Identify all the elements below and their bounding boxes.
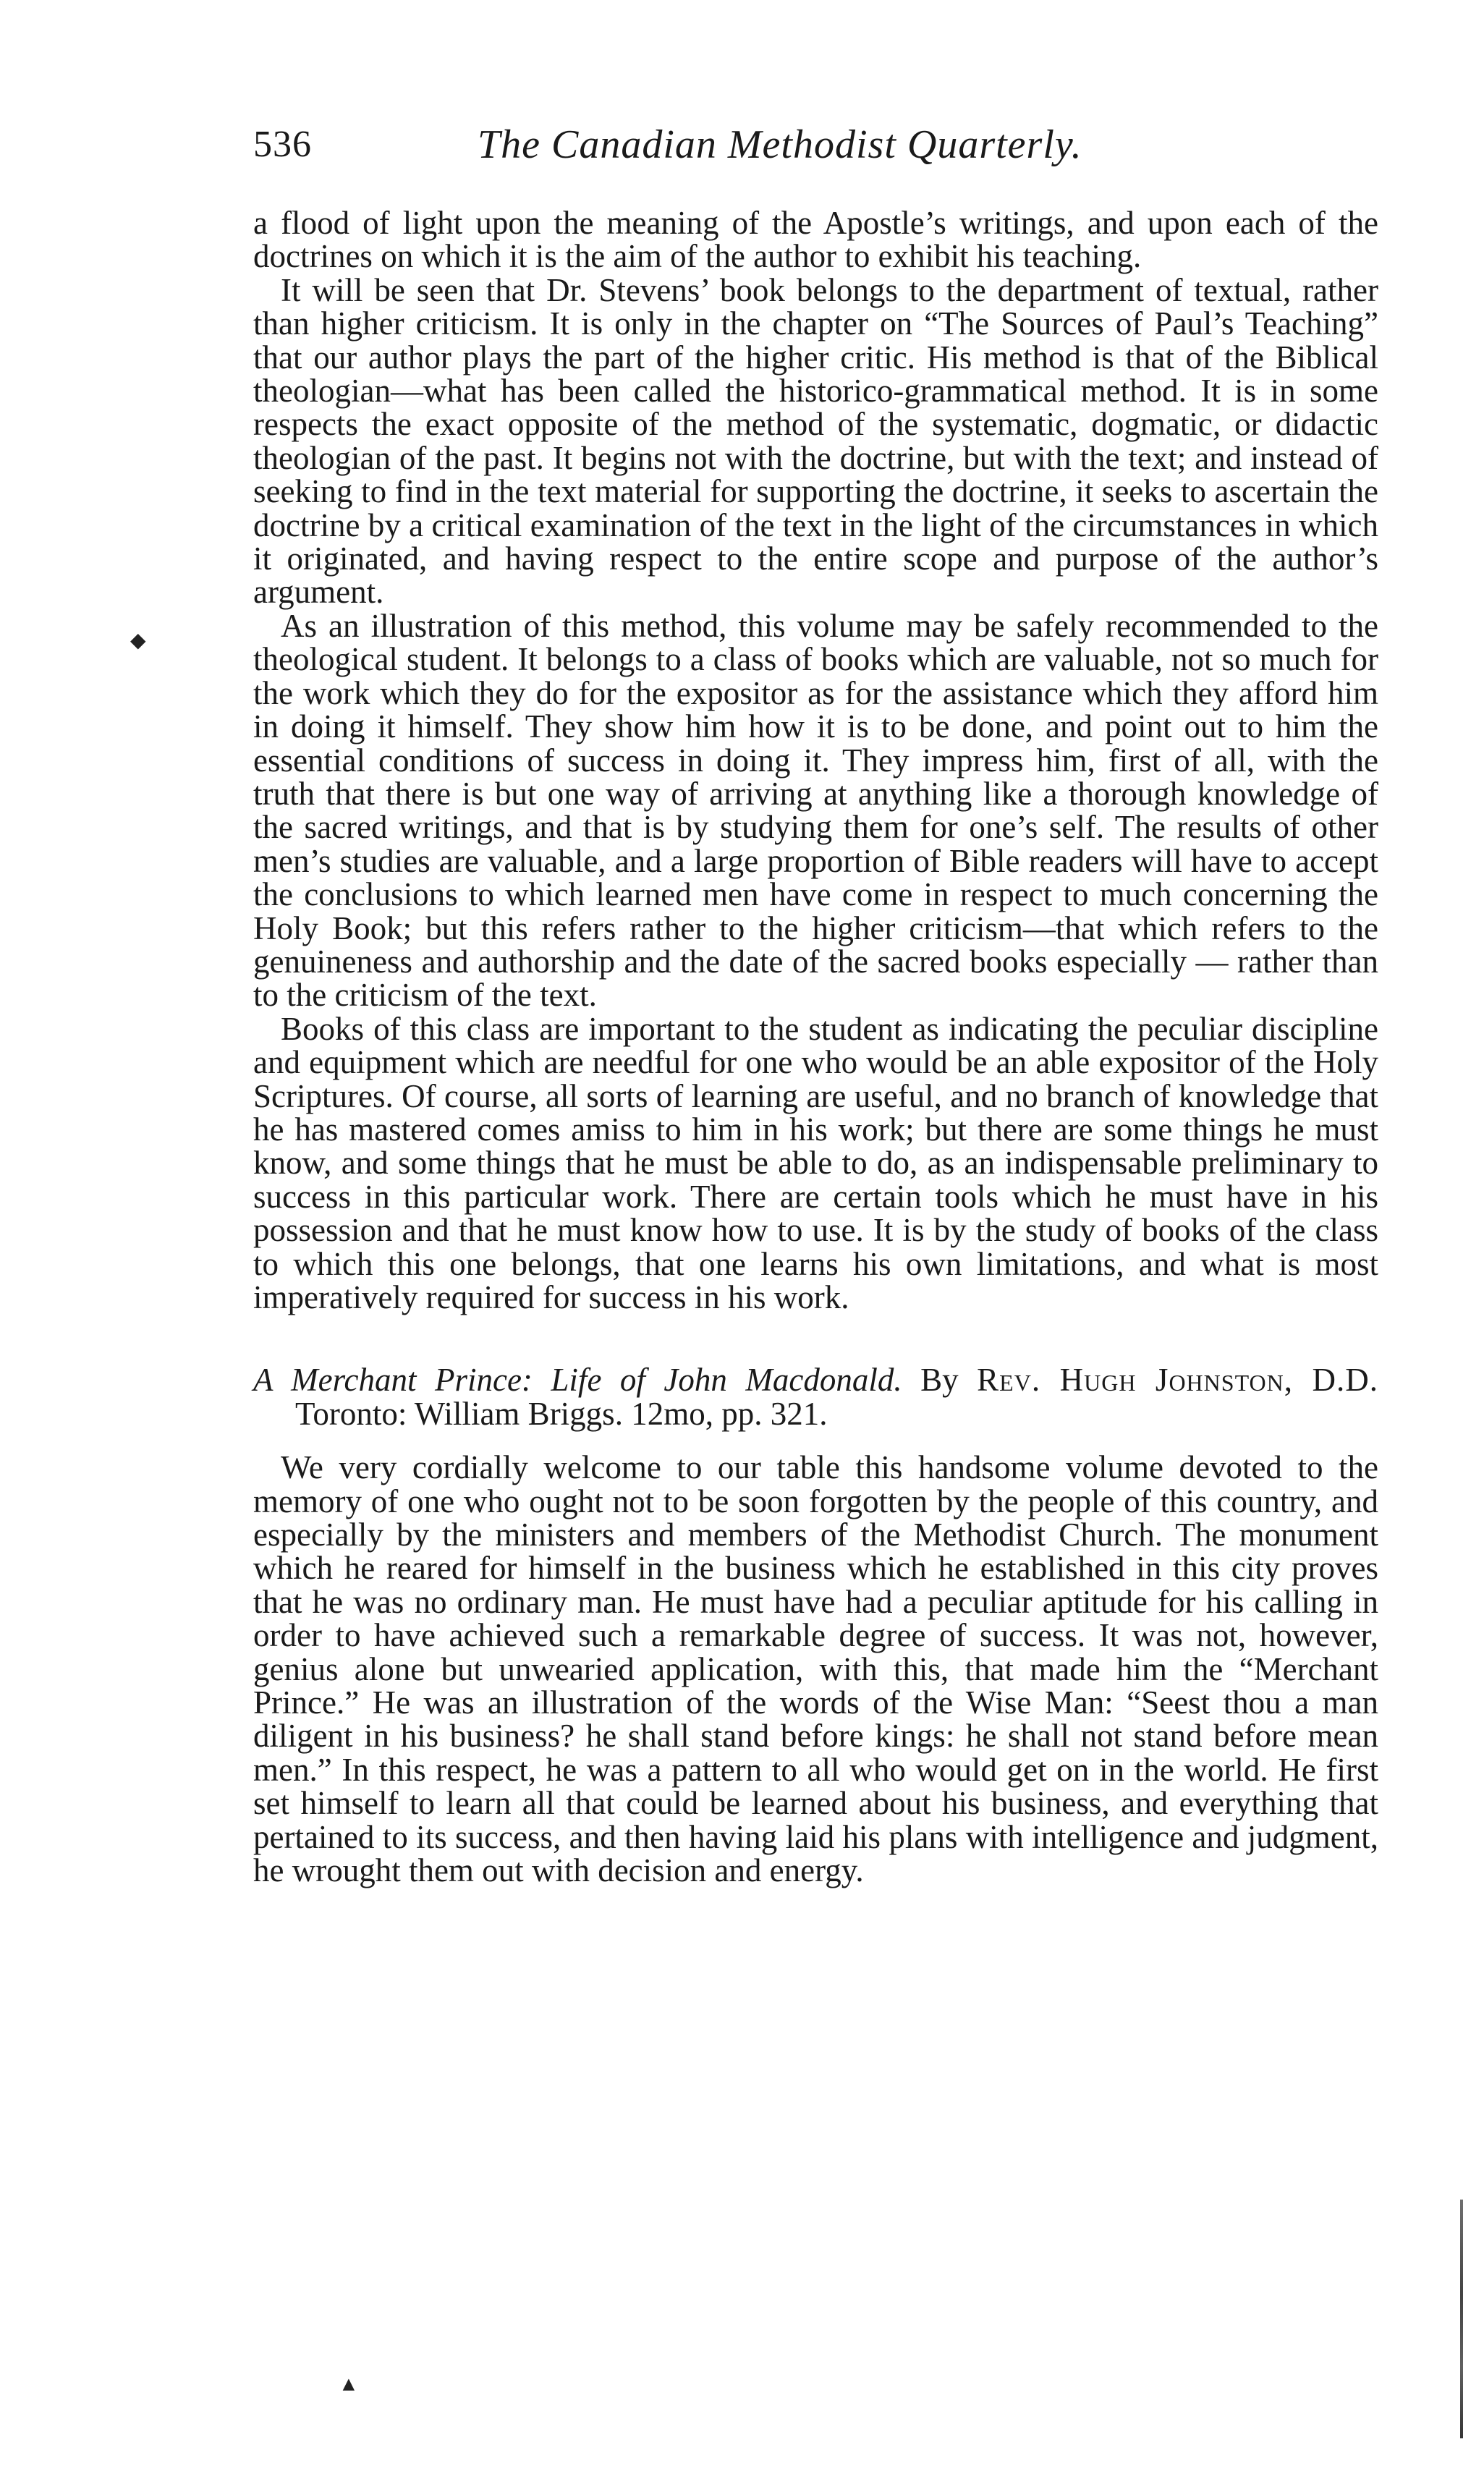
footer-ornament-mark: ▲	[339, 2373, 359, 2396]
page-header	[253, 116, 1382, 174]
running-title: The Canadian Methodist Quarterly.	[478, 122, 1082, 167]
review-author: Rev. Hugh Johnston, D.D.	[977, 1362, 1379, 1399]
paragraph-continued: a flood of light upon the meaning of the Apostle’s writings, and upon each of the doctrines on which it is the aim of the author to exhibit his teaching.	[253, 205, 1378, 275]
review-by: By	[920, 1362, 959, 1399]
paragraph-books-of-this-class: Books of this class are important to the student as indicating the peculiar discipline and equipment which are needful for one who would be an able expositor of the Holy Scriptures. Of course, all sorts of learning are useful, and no branch of knowledge that he has mastered comes amiss to him in his work; but there are some things he must know, and some things that he must be able to do, as an indispensable preliminary to success in this particular work. There are certain tools which he must have in his possession and that he must know how to use. It is by the study of books of the class to which this one belongs, that one learns his own limitations, and what is most imperatively required for success in his work.	[253, 1010, 1378, 1315]
margin-bullet-mark: ◆	[130, 629, 146, 652]
review-heading	[253, 1363, 1378, 1430]
page-edge-line	[1460, 2200, 1463, 2438]
review-paragraph: We very cordially welcome to our table this handsome volume devoted to the memory of one who ought not to be soon forgotten by the people of this country, and especially by the ministers and members of the Methodist Church. The monument which he reared for himself in the business which he established in this city proves that he was no ordinary man. He must have had a peculiar aptitude for his calling in order to have achieved such a remarkable degree of success. It was not, however, genius alone but unwearied application, with this, that made him the “Merchant Prince.” He was an illustration of the words of the Wise Man: “Seest thou a man diligent in his business? he shall stand before kings: he shall not stand before mean men.” In this respect, he was a pattern to all who would get on in the world. He first set himself to learn all that could be learned about his business, and everything that pertained to its success, and then having laid his plans with intelligence and judgment, he wrought them out with decision and energy.	[253, 1449, 1378, 1889]
review-book-title: A Merchant Prince: Life of John Macdonald.	[253, 1362, 902, 1399]
paragraph-textual-criticism: It will be seen that Dr. Stevens’ book belongs to the department of textual, rather than higher criticism. It is only in the chapter on “The Sources of Paul’s Teaching” that our author plays the part of the higher critic. His method is that of the Biblical theologian—what has been called the historico-grammatical method. It is in some respects the exact opposite of the method of the systematic, dogmatic, or didactic theologian of the past. It begins not with the doctrine, but with the text; and instead of seeking to find in the text material for supporting the doctrine, it seeks to ascertain the doctrine by a critical examination of the text in the light of the circumstances in which it originated, and having respect to the entire scope and purpose of the author’s argument.	[253, 271, 1378, 611]
body-text	[253, 206, 1378, 1888]
page-number: 536	[253, 124, 312, 165]
paragraph-illustration-method: As an illustration of this method, this volume may be safely recommended to the theological student. It belongs to a class of books which are valuable, not so much for the work which they do for the expositor as for the assistance which they afford him in doing it himself. They show him how it is to be done, and point out to him the essential conditions of success in doing it. They impress him, first of all, with the truth that there is but one way of arriving at anything like a thorough knowledge of the sacred writings, and that is by studying them for one’s self. The results of other men’s studies are valuable, and a large proportion of Bible readers will have to accept the conclusions to which learned men have come in respect to much concerning the Holy Book; but this refers rather to the higher criticism—that which refers to the genuineness and authorship and the date of the sacred books especially — rather than to the criticism of the text.	[253, 607, 1378, 1014]
review-publisher: Toronto: William Briggs. 12mo, pp. 321.	[295, 1395, 828, 1432]
